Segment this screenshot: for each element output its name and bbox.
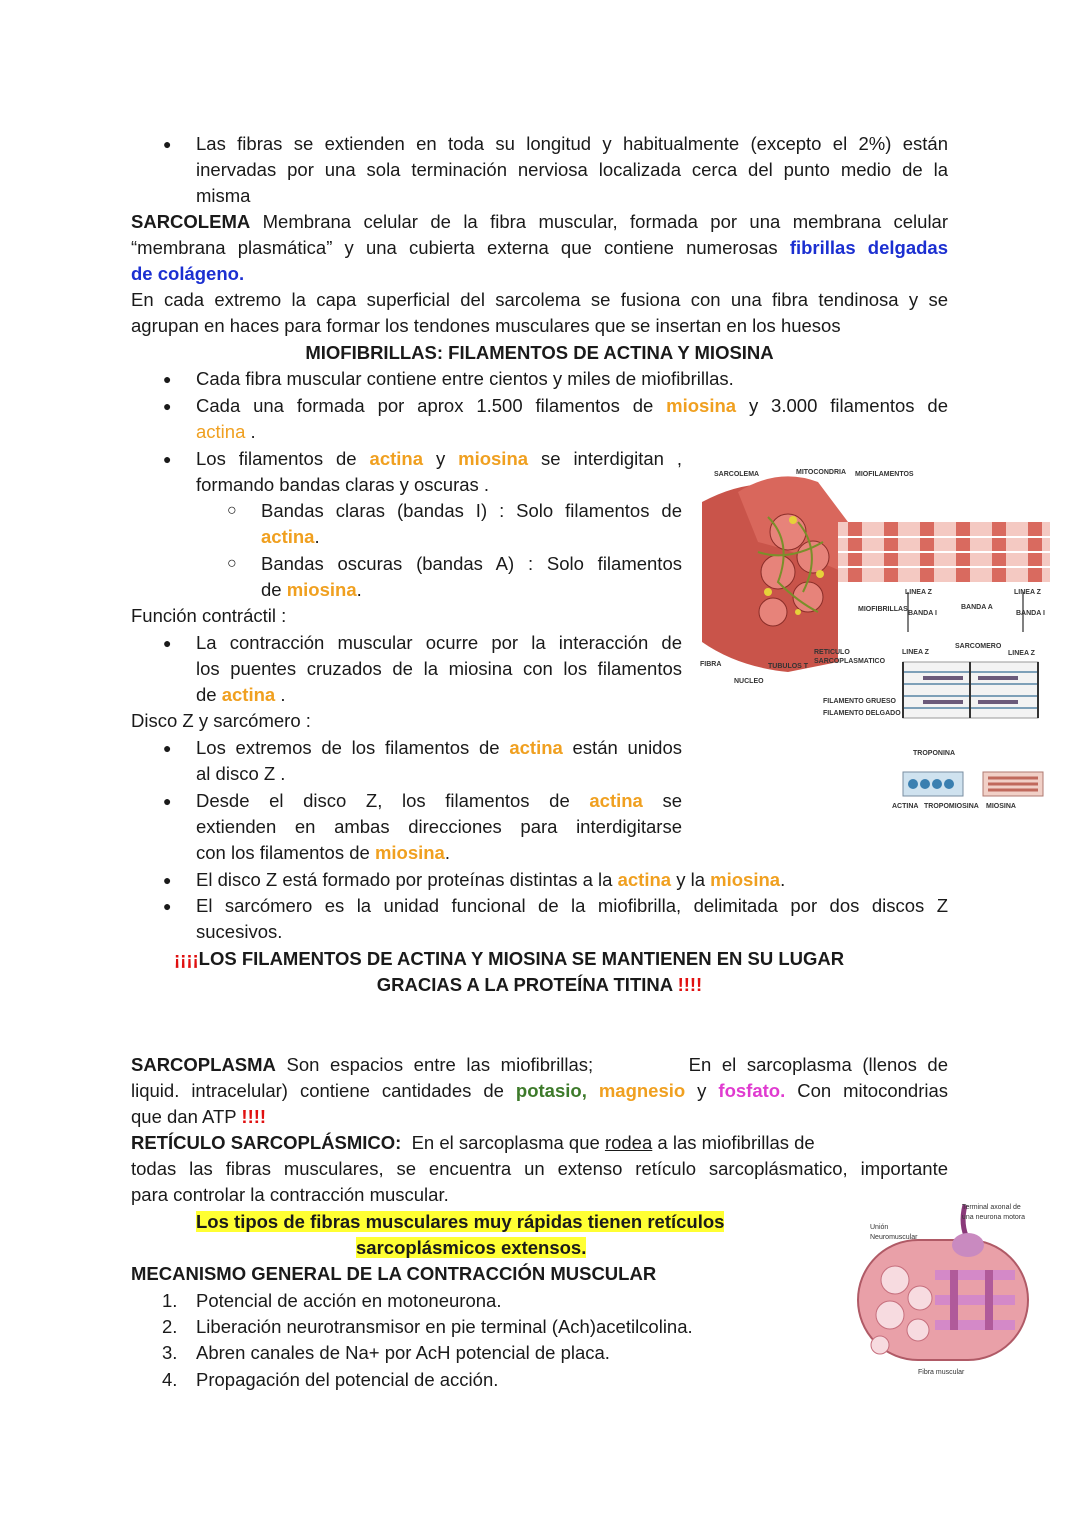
titina-alert-line2: GRACIAS A LA PROTEÍNA TITINA !!!! — [376, 974, 703, 995]
step-text: Propagación del potencial de acción. — [196, 1369, 499, 1390]
sarcolema-p2-line2: agrupan en haces para formar los tendones musculares que se insertan en los huesos — [131, 315, 841, 336]
label-linea-z: LINEA Z — [1014, 589, 1041, 596]
sarcolema-line3: de colágeno. — [131, 263, 245, 284]
bullet-dot: ● — [163, 793, 172, 809]
step-number: 3. — [162, 1342, 178, 1363]
label-tubulos: TUBULOS T — [768, 663, 809, 670]
label-linea-z: LINEA Z — [905, 589, 932, 596]
miofibrillas-heading: MIOFIBRILLAS: FILAMENTOS DE ACTINA Y MIOSINA — [305, 342, 774, 363]
disco-b4: El sarcómero es la unidad funcional de la miofibrilla, delimitada por dos discos Z — [196, 895, 948, 916]
bandas-claras-line2: actina. — [261, 526, 320, 547]
label-sarcomero: SARCOMERO — [955, 643, 1002, 650]
funcion-l3: de actina . — [196, 684, 286, 705]
sarcoplasma-line3: que dan ATP !!!! — [131, 1106, 267, 1127]
mecanismo-heading: MECANISMO GENERAL DE LA CONTRACCIÓN MUSCULAR — [131, 1263, 657, 1284]
bandas-oscuras-line2: de miosina. — [261, 579, 362, 600]
bullet-dot: ● — [163, 371, 172, 387]
miofibrillas-b3: Los filamentos de actina y miosina se interdigitan , — [196, 448, 683, 469]
step-text: Abren canales de Na+ por AcH potencial de placa. — [196, 1342, 610, 1363]
miofibrillas-b1: Cada fibra muscular contiene entre cientos y miles de miofibrillas. — [196, 368, 734, 389]
label-neurona-motora: una neurona motora — [962, 1214, 1026, 1221]
disco-b2: Desde el disco Z, los filamentos de actina se — [196, 790, 683, 811]
label-sarcoplasmatico: SARCOPLASMATICO — [814, 658, 886, 665]
label-actina: ACTINA — [892, 803, 919, 810]
sarcolema-p2-line1: En cada extremo la capa superficial del sarcolema se fusiona con una fibra tendinosa y se — [131, 289, 948, 310]
step-text: Potencial de acción en motoneurona. — [196, 1290, 502, 1311]
label-union: Unión — [870, 1224, 889, 1231]
sarcolema-line2: “membrana plasmática” y una cubierta externa que contiene numerosas fibrillas delgadas — [131, 237, 948, 258]
funcion-l1: La contracción muscular ocurre por la interacción de — [196, 632, 682, 653]
disco-b1: Los extremos de los filamentos de actina están unidos — [196, 737, 683, 758]
label-linea-z: LINEA Z — [902, 649, 929, 656]
sarcomere-detail — [903, 592, 1043, 796]
bullet-dot: ● — [163, 451, 172, 467]
label-mitocondria: MITOCONDRIA — [796, 469, 847, 476]
reticulo-highlight-1: Los tipos de fibras musculares muy rápidas tienen retículos — [196, 1211, 725, 1232]
bullet-dot: ● — [163, 898, 172, 914]
miofibrillas-b3-line2: formando bandas claras y oscuras . — [196, 474, 490, 495]
disco-heading: Disco Z y sarcómero : — [131, 710, 311, 731]
reticulo-line3: para controlar la contracción muscular. — [131, 1184, 449, 1205]
label-filamento-grueso: FILAMENTO GRUESO — [823, 698, 896, 705]
reticulo-line2: todas las fibras musculares, se encuentra un extenso retículo sarcoplásmatico, importante — [131, 1158, 948, 1179]
label-reticulo: RETICULO — [814, 649, 850, 656]
miofibrillas-b2-line2: actina . — [196, 421, 256, 442]
disco-b3: El disco Z está formado por proteínas distintas a la actina y la miosina. — [196, 869, 786, 890]
disco-b4-line2: sucesivos. — [196, 921, 283, 942]
intro-bullet-line2: inervadas por una sola terminación nerviosa localizada cerca del punto medio de la — [196, 159, 948, 180]
label-neuromuscular: Neuromuscular — [870, 1234, 918, 1241]
label-troponina: TROPONINA — [913, 750, 955, 757]
bullet-dot: ● — [163, 872, 172, 888]
bullet-dot: ● — [163, 740, 172, 756]
neuromuscular-junction-diagram — [850, 1200, 1040, 1380]
label-banda-i: BANDA I — [1016, 610, 1045, 617]
label-miosina: MIOSINA — [986, 803, 1016, 810]
reticulo-line1: RETÍCULO SARCOPLÁSMICO: En el sarcoplasma que rodea a las miofibrillas de — [131, 1132, 815, 1153]
label-fibra: FIBRA — [700, 661, 722, 668]
sub-bullet-circle: ○ — [227, 555, 237, 572]
disco-b2-line3: con los filamentos de miosina. — [196, 842, 450, 863]
funcion-l2: los puentes cruzados de la miosina con los filamentos — [196, 658, 682, 679]
miofibrillas-b2: Cada una formada por aprox 1.500 filamentos de miosina y 3.000 filamentos de — [196, 395, 948, 416]
sarcolema-line1: SARCOLEMA Membrana celular de la fibra muscular, formada por una membrana celular — [131, 211, 949, 232]
label-filamento-delgado: FILAMENTO DELGADO — [823, 710, 901, 717]
bandas-oscuras: Bandas oscuras (bandas A) : Solo filamentos — [261, 553, 682, 574]
bullet-dot: ● — [163, 398, 172, 414]
label-miofilamentos: MIOFILAMENTOS — [855, 471, 914, 478]
sarcolema-term: SARCOLEMA — [131, 211, 251, 232]
bandas-claras: Bandas claras (bandas I) : Solo filamentos de — [261, 500, 682, 521]
label-banda-a: BANDA A — [961, 604, 993, 611]
label-sarcolema: SARCOLEMA — [714, 471, 760, 478]
intro-bullet-line3: misma — [196, 185, 251, 206]
step-number: 2. — [162, 1316, 178, 1337]
myofibril-striations — [838, 522, 1050, 582]
funcion-heading: Función contráctil : — [131, 605, 287, 626]
sub-bullet-circle: ○ — [227, 502, 237, 519]
sarcoplasma-line2: liquid. intracelular) contiene cantidades de potasio, magnesio y fosfato. Con mitocondrias — [131, 1080, 948, 1101]
intro-bullet-line1: Las fibras se extienden en toda su longitud y habitualmente (excepto el 2%) están — [196, 133, 948, 154]
axon-terminal — [952, 1233, 984, 1257]
disco-b2-line2: extienden en ambas direcciones para interdigitarse — [196, 816, 682, 837]
label-linea-z: LINEA Z — [1008, 650, 1035, 657]
label-miofibrillas: MIOFIBRILLAS — [858, 606, 908, 613]
reticulo-highlight-2: sarcoplásmicos extensos. — [356, 1237, 587, 1258]
disco-b1-line2: al disco Z . — [196, 763, 286, 784]
muscle-fiber-diagram — [698, 462, 1052, 814]
label-terminal-axonal: Terminal axonal de — [962, 1204, 1021, 1211]
label-fibra-muscular: Fibra muscular — [918, 1369, 965, 1376]
step-text: Liberación neurotransmisor en pie terminal (Ach)acetilcolina. — [196, 1316, 693, 1337]
bullet-dot: ● — [163, 635, 172, 651]
label-tropomiosina: TROPOMIOSINA — [924, 803, 979, 810]
titina-alert-line1: ¡¡¡¡LOS FILAMENTOS DE ACTINA Y MIOSINA SE MANTIENEN EN SU LUGAR — [174, 948, 845, 969]
step-number: 4. — [162, 1369, 178, 1390]
bullet-dot: ● — [163, 136, 172, 152]
sarcoplasma-line1: SARCOPLASMA Son espacios entre las miofibrillas; En el sarcoplasma (llenos de — [131, 1054, 949, 1075]
label-banda-i: BANDA I — [908, 610, 937, 617]
step-number: 1. — [162, 1290, 178, 1311]
label-nucleo: NUCLEO — [734, 678, 764, 685]
